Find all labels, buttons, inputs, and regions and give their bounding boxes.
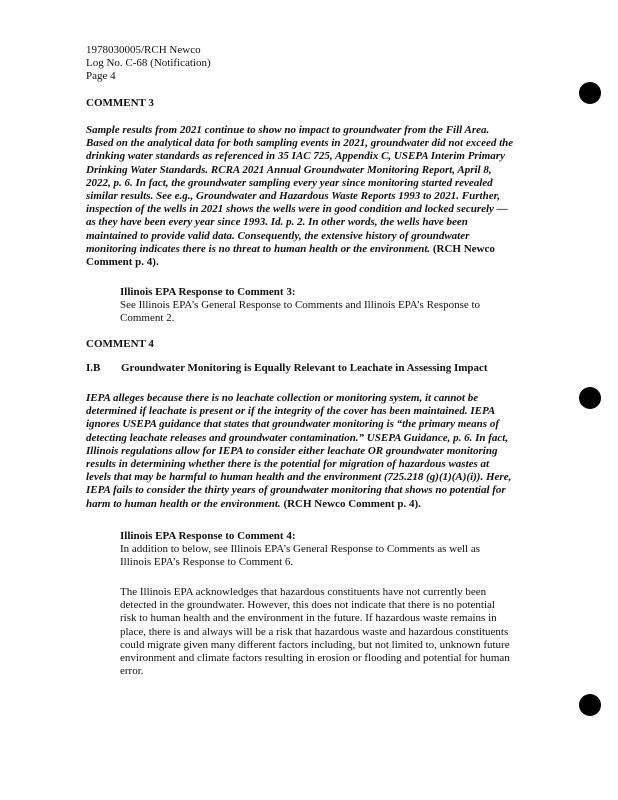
paragraph-line: place, there is and always will be a risk that hazardous waste and hazardous constituents: [120, 625, 509, 638]
section-title: Groundwater Monitoring is Equally Relevant to Leachate in Assessing Impact: [121, 362, 488, 374]
comment-3-body: [86, 124, 546, 269]
body-line: ignores USEPA guidance that states that groundwater monitoring is “the primary means of: [86, 418, 499, 431]
response-text: Comment 2.: [120, 312, 175, 325]
header-log-number: Log No. C-68 (Notification): [86, 57, 211, 69]
page-header: [86, 44, 386, 83]
body-line: Drinking Water Standards. RCRA 2021 Annual Groundwater Monitoring Report, April 8,: [86, 163, 492, 176]
comment-4-response-paragraph: [120, 586, 520, 678]
body-line: determined if leachate is present or if the integrity of the cover has been maintained. IEPA: [86, 405, 496, 418]
comment-4-body: [86, 392, 546, 511]
body-line: maintained to provide valid data. Consequently, the extensive history of groundwater: [86, 229, 470, 242]
body-line: Illinois regulations allow for IEPA to consider either leachate OR groundwater monitoring: [86, 444, 498, 457]
comment-4-response: [120, 530, 520, 570]
body-line: Based on the analytical data for both sampling events in 2021, groundwater did not exceed the: [86, 137, 514, 150]
header-page-number: Page 4: [86, 70, 116, 82]
comment-4-heading: COMMENT 4: [86, 338, 154, 350]
comment-3-response: [120, 286, 520, 326]
body-line: levels that may be harmful to human health and the environment (725.218 (g)(1)(A)(i)). Here,: [86, 471, 512, 484]
body-line: drinking water standards as referenced in 35 IAC 725, Appendix C, USEPA Interim Primary: [86, 150, 505, 163]
paragraph-line: detected in the groundwater. However, this does not indicate that there is no potential: [120, 599, 495, 612]
section-number: I.B: [86, 362, 101, 374]
body-line: as they have been every year since 1993. Id. p. 2. In other words, the wells have been: [86, 216, 468, 229]
response-text: See Illinois EPA’s General Response to Comments and Illinois EPA’s Response to: [120, 299, 481, 312]
body-line: detecting leachate releases and groundwater contamination.” USEPA Guidance, p. 6. In fact,: [86, 431, 509, 444]
punch-hole: [579, 694, 601, 716]
citation: Comment p. 4).: [86, 256, 159, 269]
response-text: In addition to below, see Illinois EPA’s General Response to Comments as well as: [120, 543, 481, 556]
paragraph-line: environment and climate factors resulting in erosion or flooding and potential for human: [120, 652, 510, 665]
header-file-id: 1978030005/RCH Newco: [86, 44, 201, 56]
punch-hole: [579, 82, 601, 104]
body-line: results in determining whether there is the potential for migration of hazardous wastes at: [86, 458, 490, 471]
citation: (RCH Newco: [432, 242, 495, 255]
body-line: IEPA fails to consider the thirty years of groundwater monitoring that shows no potential for: [86, 484, 506, 497]
body-line: [86, 243, 546, 256]
citation: (RCH Newco Comment p. 4).: [283, 497, 421, 510]
body-line: [86, 498, 546, 511]
body-line-text: monitoring indicates there is no threat to human health or the environment.: [86, 242, 431, 255]
paragraph-line: The Illinois EPA acknowledges that hazardous constituents have not currently been: [120, 586, 487, 598]
body-line: 2022, p. 6. In fact, the groundwater sampling every year since monitoring started revealed: [86, 176, 493, 189]
body-line: similar results. See e.g., Groundwater and Hazardous Waste Reports 1993 to 2021. Further,: [86, 190, 500, 203]
paragraph-line: risk to human health and the environment in the future. If hazardous waste remains in: [120, 612, 497, 625]
body-line: Sample results from 2021 continue to show no impact to groundwater from the Fill Area.: [86, 124, 490, 136]
response-text: Illinois EPA’s Response to Comment 6.: [120, 556, 294, 569]
section-heading: [86, 362, 488, 375]
paragraph-line: could migrate given many different factors including, but not limited to, unknown future: [120, 638, 510, 651]
paragraph-line: error.: [120, 665, 144, 678]
response-title: Illinois EPA Response to Comment 4:: [120, 530, 296, 542]
body-line: inspection of the wells in 2021 shows the wells were in good condition and locked securely —: [86, 203, 508, 216]
body-line-text: harm to human health or the environment.: [86, 497, 281, 510]
response-title: Illinois EPA Response to Comment 3:: [120, 286, 296, 298]
body-line: IEPA alleges because there is no leachate collection or monitoring system, it cannot be: [86, 392, 479, 404]
comment-3-heading: COMMENT 3: [86, 97, 154, 109]
punch-hole: [579, 387, 601, 409]
